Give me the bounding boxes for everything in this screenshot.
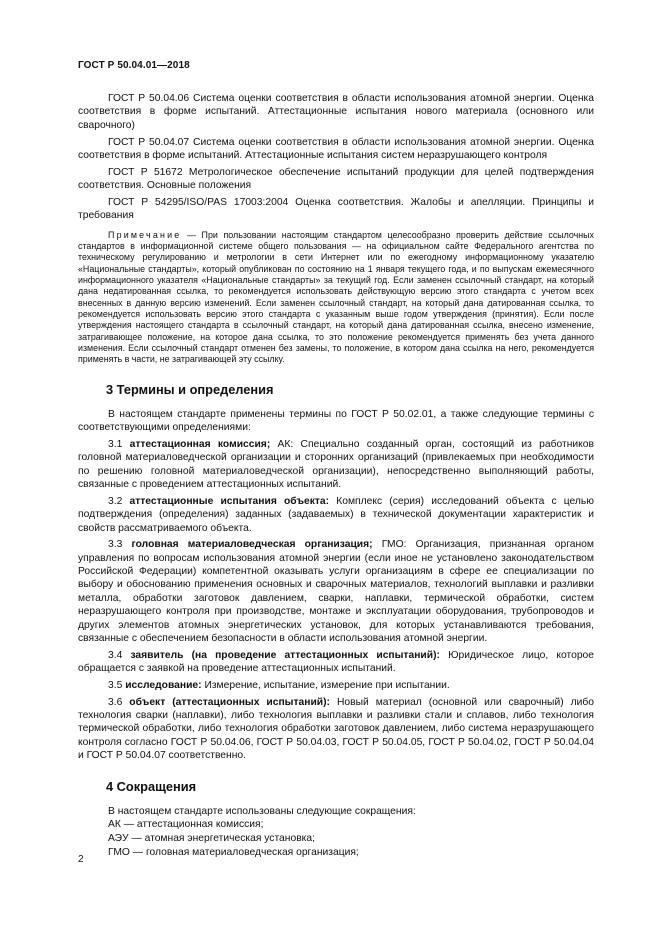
term-text: Новый материал (основной или сварочный) либо технология сварки (наплавки), либо технология выплавки и разливки стали и сплавов, либо технология термической обработки, либо технология обработки заготовок давлением, либо система неразрушающего контроля согласно ГОСТ Р 50.04.06, ГОСТ Р 50.04.03, ГОСТ Р 50.04.05, ГОСТ Р 50.04.02, ГОСТ Р 50.04.04 и ГОСТ Р 50.04.07 соответственно.	[78, 696, 594, 762]
abbreviation-item: АЭУ — атомная энергетическая установка;	[108, 833, 315, 845]
term-name: головная материаловедческая организация;	[131, 539, 373, 551]
term-text: Измерение, испытание, измерение при испытании.	[201, 679, 450, 691]
section-4-title: 4 Сокращения	[106, 778, 197, 794]
term-text: ГМО: Организация, признанная органом управления по вопросам использования атомной энергии (если иное не установлено законодательством Российской Федерации) компетентной оказывать услуги организациям в сфере ее специализации по выбору и обоснованию применения основных и сварочных материалов, технологий выплавки и разливки металла, обработки заготовок давлением, сварки, наплавки, термической обработки, систем неразрушающего контроля при производстве, монтаже и эксплуатации оборудования, трубопроводов и других элементов атомных энергетических установок, для которых устанавливаются требования, связанные с обеспечением безопасности в области использования атомной энергии.	[78, 539, 594, 645]
note-text: — При пользовании настоящим стандартом целесообразно проверить действие ссылочных стандартов в информационной системе общего пользования — на официальном сайте Федерального агентства по техническому регулированию и метрологии в сети Интернет или по ежегодному информационному указателю «Национальные стандарты», который опубликован по состоянию на 1 января текущего года, и по выпускам ежемесячного информационного указателя «Национальные стандарты» за текущий год. Если заменен ссылочный стандарт, на который дана недатированная ссылка, то рекомендуется использовать действующую версию этого стандарта с учетом всех внесенных в данную версию изменений. Если заменен ссылочный стандарт, на который дана датированная ссылка, то рекомендуется использовать версию этого стандарта с указанным выше годом утверждения (принятия). Если после утверждения настоящего стандарта в ссылочный стандарт, на который дана датированная ссылка, внесено изменение, затрагивающее положение, на которое дана ссылка, то это положение рекомендуется применять без учета данного изменения. Если ссылочный стандарт отменен без замены, то положение, в котором дана ссылка на него, рекомендуется применять в части, не затрагивающей эту ссылку.	[78, 229, 594, 365]
reference-item: ГОСТ Р 54295/ISO/PAS 17003:2004 Оценка соответствия. Жалобы и апелляции. Принципы и требования	[78, 196, 594, 222]
abbreviation-item: АК — аттестационная комиссия;	[108, 819, 264, 831]
term-name: аттестационная комиссия;	[129, 438, 271, 450]
reference-item: ГОСТ Р 50.04.06 Система оценки соответствия в области использования атомной энергии. Оценка соответствия в форме испытаний. Аттестационные испытания нового материала (основного или сварочного)	[78, 93, 594, 131]
note-label: Примечание	[108, 229, 182, 240]
term-text: Юридическое лицо, которое обращается с заявкой на проведение аттестационных испытаний.	[78, 649, 595, 675]
term-text: Комплекс (серия) исследований объекта с целью подтверждения (определения) заданных (задаваемых) в технической документации характеристик и свойств рассматриваемого объекта.	[78, 495, 595, 534]
term-number: 3.5	[108, 679, 123, 691]
term-definition	[78, 495, 594, 535]
term-definition	[78, 679, 594, 692]
reference-item: ГОСТ Р 50.04.07 Система оценки соответствия в области использования атомной энергии. Оценка соответствия в форме испытаний. Аттестационные испытания систем неразрушающего контроля	[78, 136, 594, 161]
term-number: 3.1	[108, 438, 123, 450]
term-text: АК: Специально созданный орган, состоящий из работников головной материаловедческой организации и сторонних организаций (привлекаемых при необходимости по решению головной материаловедческой организации), непосредственно выполняющий работы, связанные с проведением аттестационных испытаний.	[78, 438, 594, 490]
section-3-intro: В настоящем стандарте применены термины по ГОСТ Р 50.02.01, а также следующие термины с соответствующими определениями:	[78, 408, 594, 434]
section-4-intro: В настоящем стандарте использованы следующие сокращения:	[108, 805, 416, 817]
term-name: объект (аттестационных испытаний):	[129, 696, 330, 708]
term-definition	[78, 538, 594, 645]
abbreviation-item: ГМО — головная материаловедческая организация;	[108, 847, 359, 858]
page-number: 2	[78, 854, 84, 865]
term-definition	[78, 649, 594, 676]
reference-item: ГОСТ Р 51672 Метрологическое обеспечение испытаний продукции для целей подтверждения соответствия. Основные положения	[78, 166, 594, 192]
document-body	[78, 92, 594, 860]
term-name: исследование:	[125, 679, 202, 691]
term-number: 3.4	[108, 649, 123, 661]
term-definition	[78, 696, 594, 763]
section-3-title: 3 Термины и определения	[106, 381, 274, 397]
term-name: заявитель (на проведение аттестационных испытаний):	[130, 649, 440, 661]
term-number: 3.3	[108, 539, 123, 551]
term-number: 3.6	[108, 696, 123, 708]
term-number: 3.2	[108, 495, 123, 507]
note-paragraph	[78, 230, 594, 366]
term-name: аттестационные испытания объекта:	[129, 495, 330, 507]
document-header-code: ГОСТ Р 50.04.01—2018	[78, 60, 190, 71]
term-definition	[78, 438, 594, 492]
